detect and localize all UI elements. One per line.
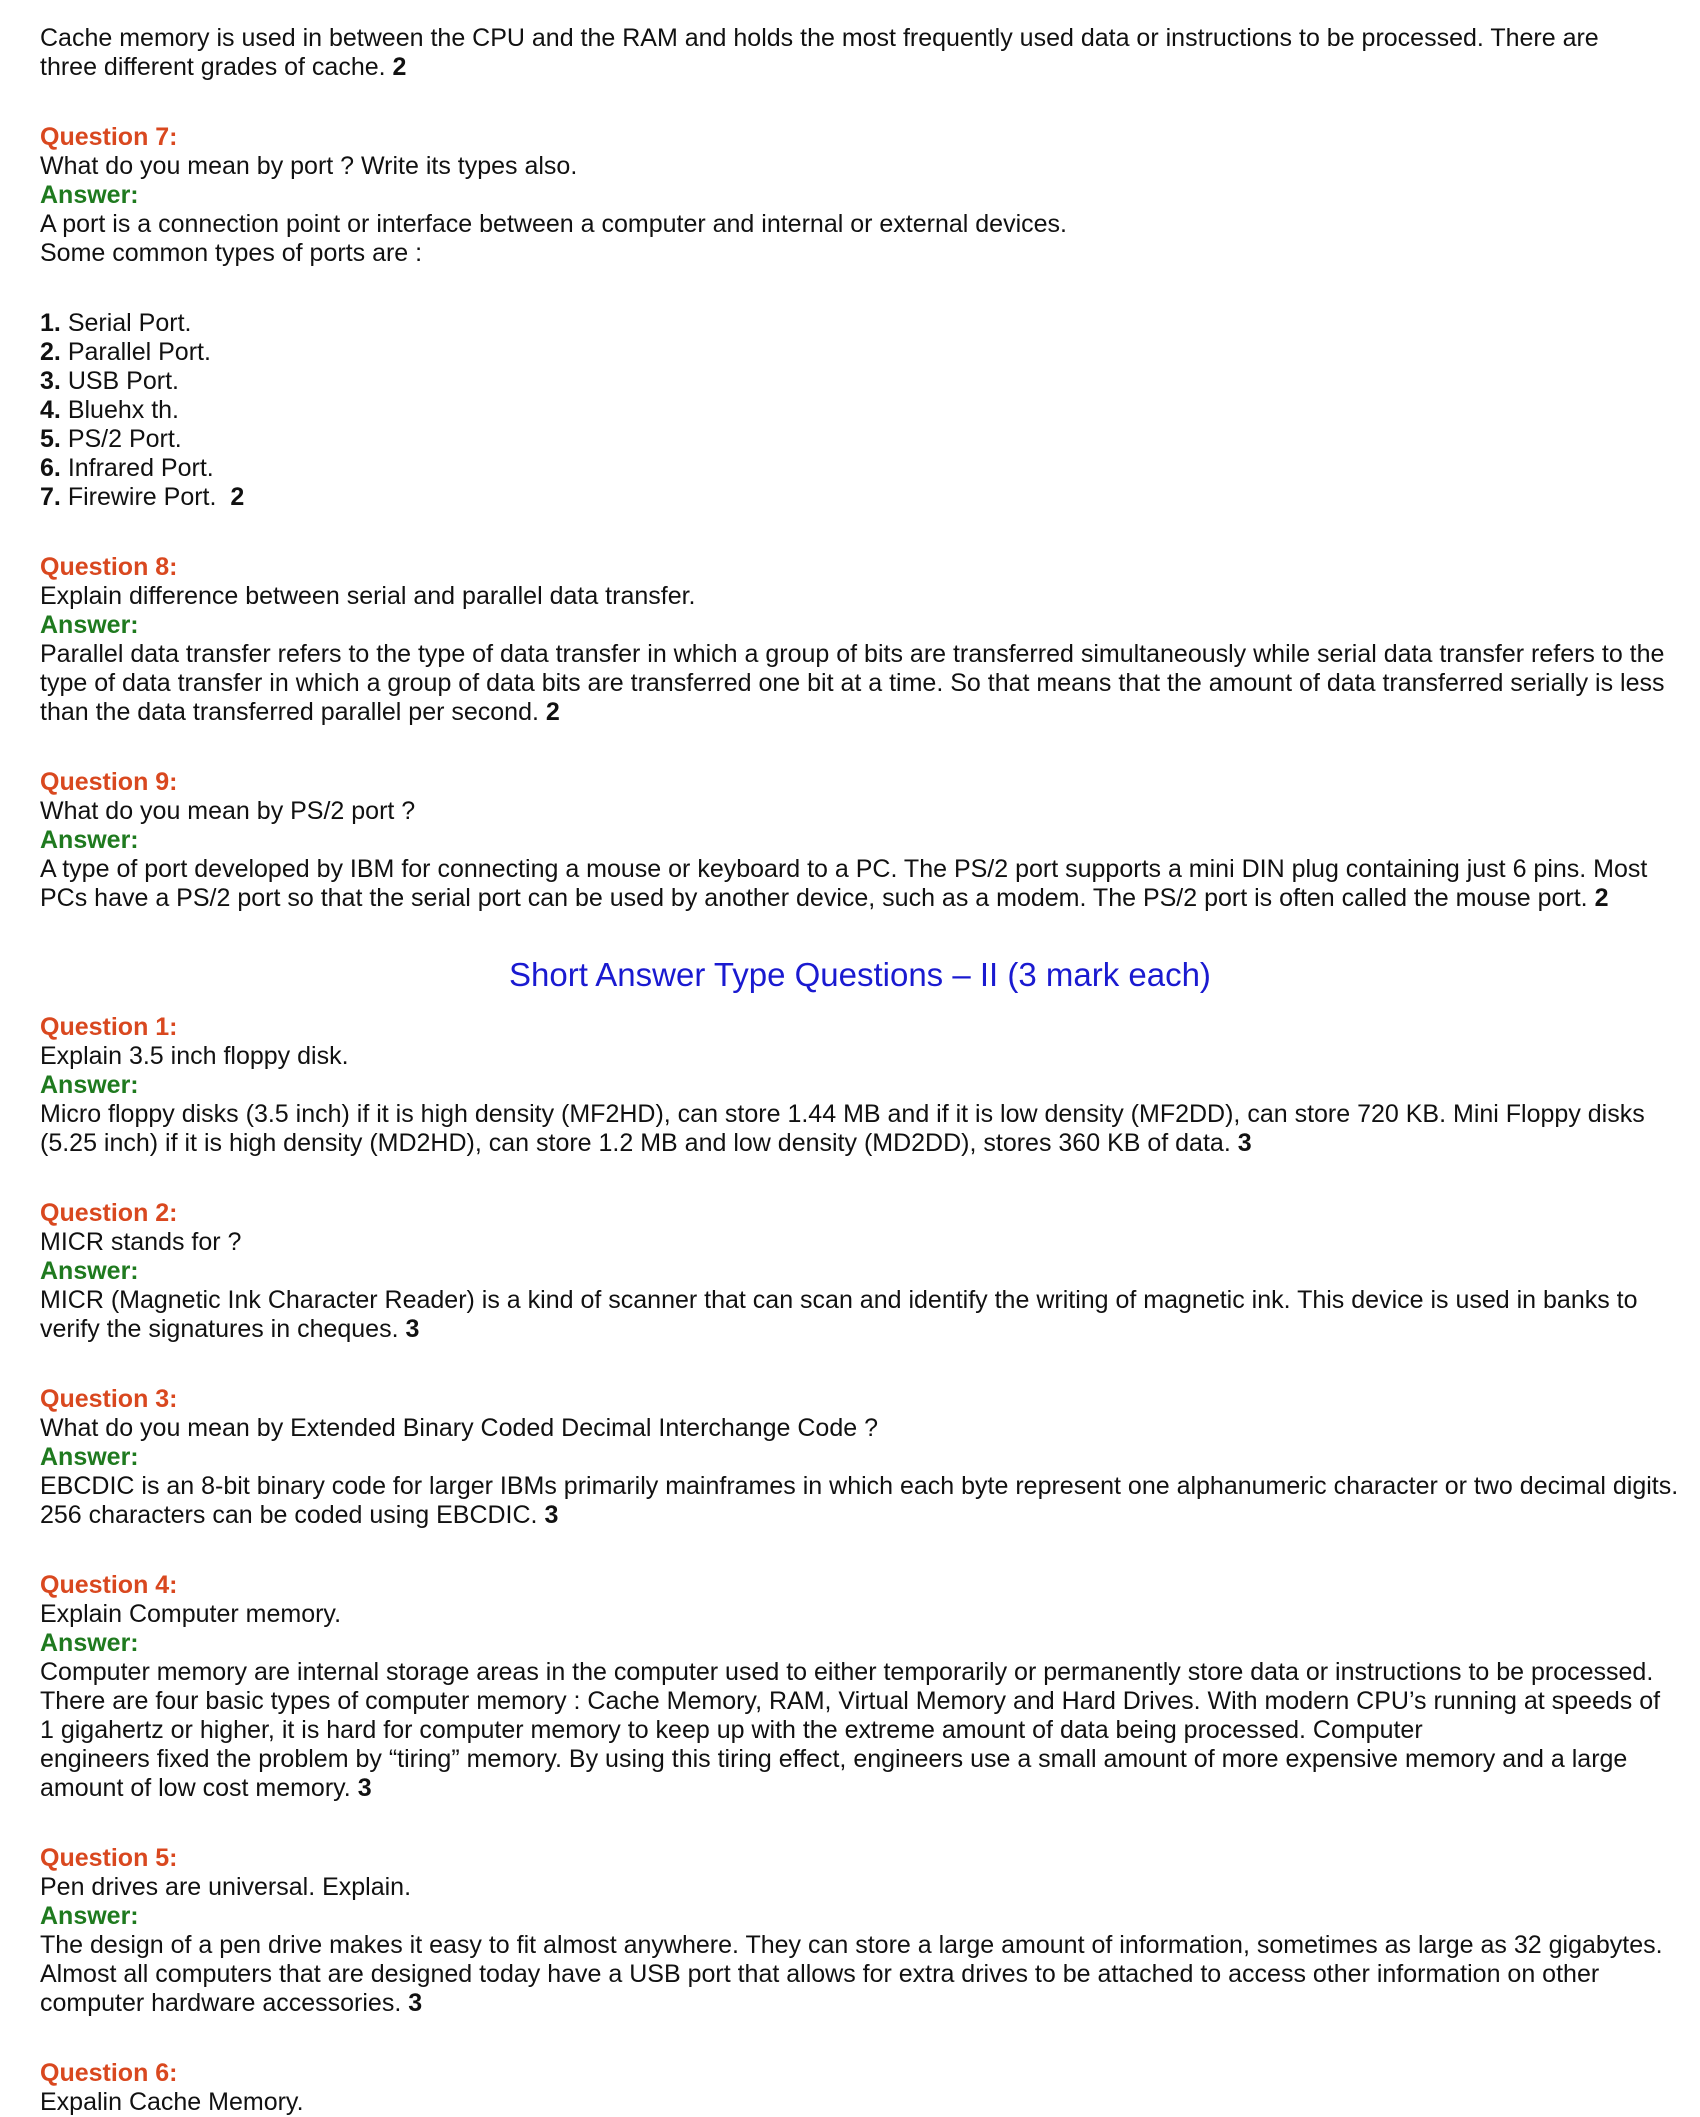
question-label: Question 5: bbox=[40, 1844, 178, 1872]
answer-label: Answer: bbox=[40, 1443, 139, 1471]
question-label: Question 4: bbox=[40, 1571, 178, 1599]
question-block-s2-4 bbox=[40, 1571, 1680, 1803]
answer-text: Computer memory are internal storage areas in the computer used to either temporarily or permanently store data or instructions to be processed. There are four basic types of computer memory : Cache Memory, RAM, Virtual Memory and Hard Drives. With modern CPU’s running at speeds of 1 gigahertz or higher, it is hard for computer memory to keep up with the extreme amount of data being processed. Computer bbox=[40, 1658, 1661, 1744]
question-label: Question 3: bbox=[40, 1385, 178, 1413]
question-text: Explain difference between serial and parallel data transfer. bbox=[40, 582, 696, 610]
question-block-8 bbox=[40, 553, 1680, 727]
answer-text: engineers fixed the problem by “tiring” memory. By using this tiring effect, engineers use a small amount of more expensive memory and a large amount of low cost memory. bbox=[40, 1745, 1628, 1802]
marks-value: 3 bbox=[544, 1501, 559, 1529]
answer-label: Answer: bbox=[40, 181, 139, 209]
list-item: 4. Bluehx th. bbox=[40, 396, 179, 424]
question-label: Question 6: bbox=[40, 2059, 178, 2087]
list-item: 5. PS/2 Port. bbox=[40, 425, 182, 453]
answer-text: A type of port developed by IBM for connecting a mouse or keyboard to a PC. The PS/2 port supports a mini DIN plug containing just 6 pins. Most PCs have a PS/2 port so that the serial port can be used by another device, such as a modem. The PS/2 port is often called the mouse port. bbox=[40, 855, 1648, 912]
marks-value: 3 bbox=[405, 1315, 420, 1343]
answer-text: Parallel data transfer refers to the type of data transfer in which a group of bits are transferred simultaneously while serial data transfer refers to the type of data transfer in which a group of data bits are transferred one bit at a time. So that means that the amount of data transferred serially is less than the data transferred parallel per second. bbox=[40, 640, 1665, 726]
marks-value: 3 bbox=[1237, 1129, 1252, 1157]
answer-paragraph bbox=[40, 1745, 1680, 1803]
marks-value: 2 bbox=[545, 698, 560, 726]
answer-text: Some common types of ports are : bbox=[40, 239, 423, 267]
question-block-7 bbox=[40, 123, 1680, 512]
answer-label: Answer: bbox=[40, 1902, 139, 1930]
answer-text: MICR (Magnetic Ink Character Reader) is a kind of scanner that can scan and identify the writing of magnetic ink. This device is used in banks to verify the signatures in cheques. bbox=[40, 1286, 1638, 1343]
question-text: MICR stands for ? bbox=[40, 1228, 242, 1256]
marks-value: 2 bbox=[1594, 884, 1609, 912]
intro-text: Cache memory is used in between the CPU and the RAM and holds the most frequently used data or instructions to be processed. There are three different grades of cache. bbox=[40, 24, 1599, 81]
question-text: Explain 3.5 inch floppy disk. bbox=[40, 1042, 349, 1070]
question-text: What do you mean by port ? Write its types also. bbox=[40, 152, 578, 180]
question-label: Question 7: bbox=[40, 123, 178, 151]
question-block-s2-5 bbox=[40, 1844, 1680, 2018]
answer-paragraph bbox=[40, 855, 1680, 913]
intro-paragraph bbox=[40, 24, 1660, 82]
question-text: What do you mean by PS/2 port ? bbox=[40, 797, 416, 825]
answer-label: Answer: bbox=[40, 611, 139, 639]
section-heading: Short Answer Type Questions – II (3 mark each) bbox=[509, 956, 1211, 993]
answer-text: Micro floppy disks (3.5 inch) if it is high density (MF2HD), can store 1.44 MB and if it is low density (MF2DD), can store 720 KB. Mini Floppy disks (5.25 inch) if it is high density (MD2HD), can store 1.2 MB and low density (MD2DD), stores 360 KB of data. bbox=[40, 1100, 1645, 1157]
question-block-s2-2 bbox=[40, 1199, 1680, 1344]
answer-paragraph bbox=[40, 1472, 1680, 1530]
port-types-list bbox=[40, 309, 1680, 512]
list-item: 1. Serial Port. bbox=[40, 309, 192, 337]
list-item: 7. Firewire Port. 2 bbox=[40, 483, 245, 511]
answer-text: A port is a connection point or interface between a computer and internal or external devices. bbox=[40, 210, 1067, 238]
question-label: Question 1: bbox=[40, 1013, 178, 1041]
question-label: Question 2: bbox=[40, 1199, 178, 1227]
marks-value: 2 bbox=[230, 483, 245, 511]
marks-value: 3 bbox=[357, 1774, 372, 1802]
question-text: Expalin Cache Memory. bbox=[40, 2088, 304, 2116]
list-item: 2. Parallel Port. bbox=[40, 338, 211, 366]
marks-value: 3 bbox=[408, 1989, 423, 2017]
answer-paragraph bbox=[40, 1931, 1680, 2018]
list-item: 3. USB Port. bbox=[40, 367, 179, 395]
answer-label: Answer: bbox=[40, 1257, 139, 1285]
answer-paragraph bbox=[40, 1286, 1680, 1344]
answer-paragraph bbox=[40, 1100, 1680, 1158]
question-block-s2-1 bbox=[40, 1013, 1680, 1158]
marks-value: 2 bbox=[392, 53, 407, 81]
question-text: Explain Computer memory. bbox=[40, 1600, 342, 1628]
list-item: 6. Infrared Port. bbox=[40, 454, 214, 482]
question-text: What do you mean by Extended Binary Coded Decimal Interchange Code ? bbox=[40, 1414, 878, 1442]
answer-label: Answer: bbox=[40, 1629, 139, 1657]
answer-text: EBCDIC is an 8-bit binary code for larger IBMs primarily mainframes in which each byte represent one alphanumeric character or two decimal digits. 256 characters can be coded using EBCDIC. bbox=[40, 1472, 1679, 1529]
question-label: Question 9: bbox=[40, 768, 178, 796]
answer-label: Answer: bbox=[40, 1071, 139, 1099]
question-block-s2-3 bbox=[40, 1385, 1680, 1530]
answer-label: Answer: bbox=[40, 826, 139, 854]
document-page bbox=[40, 24, 1680, 2117]
question-label: Question 8: bbox=[40, 553, 178, 581]
answer-paragraph bbox=[40, 640, 1680, 727]
question-text: Pen drives are universal. Explain. bbox=[40, 1873, 412, 1901]
question-block-9 bbox=[40, 768, 1680, 913]
answer-text: The design of a pen drive makes it easy to fit almost anywhere. They can store a large amount of information, sometimes as large as 32 gigabytes. Almost all computers that are designed today have a USB port that allows for extra drives to be attached to access other information on other computer hardware accessories. bbox=[40, 1931, 1663, 2017]
question-block-s2-6 bbox=[40, 2059, 1680, 2117]
